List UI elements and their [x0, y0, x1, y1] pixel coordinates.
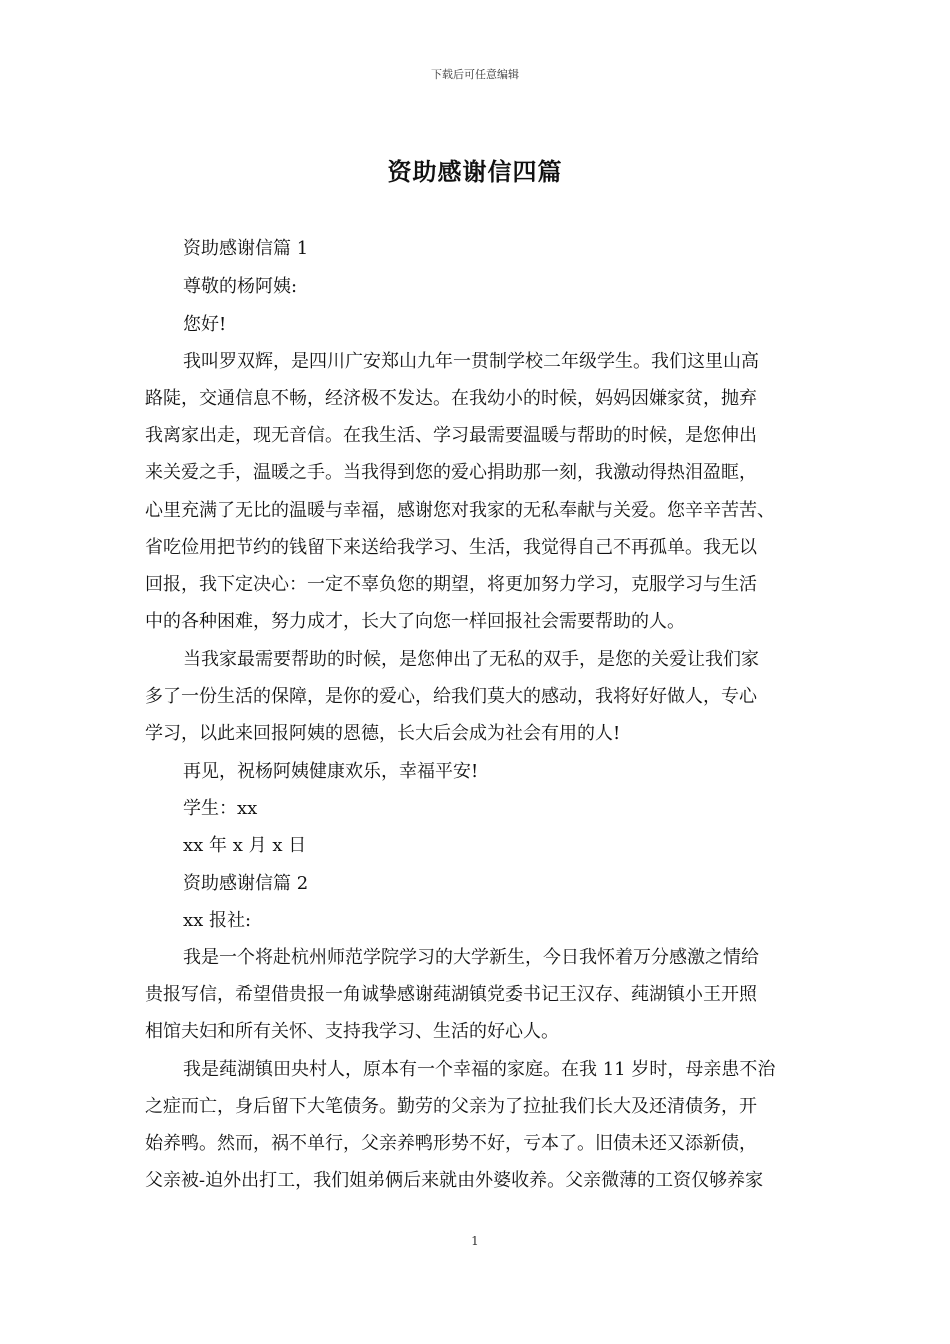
paragraph-line: 心里充满了无比的温暖与幸福，感谢您对我家的无私奉献与关爱。您辛辛苦苦、 [145, 500, 775, 521]
paragraph-line: 回报，我下定决心：一定不辜负您的期望，将更加努力学习，克服学习与生活 [145, 574, 757, 595]
paragraph-line: 尊敬的杨阿姨: [183, 276, 298, 297]
signature-line: 学生：xx [183, 798, 258, 819]
header-note: 下载后可任意编辑 [431, 68, 519, 81]
paragraph-line: 来关爱之手，温暖之手。当我得到您的爱心捐助那一刻，我激动得热泪盈眶， [145, 462, 757, 483]
paragraph-line: 我离家出走，现无音信。在我生活、学习最需要温暖与帮助的时候，是您伸出 [145, 425, 757, 446]
paragraph-line: 省吃俭用把节约的钱留下来送给我学习、生活，我觉得自己不再孤单。我无以 [145, 537, 757, 558]
paragraph-line: 再见，祝杨阿姨健康欢乐，幸福平安! [183, 761, 479, 782]
paragraph-line: 学习，以此来回报阿姨的恩德，长大后会成为社会有用的人! [145, 723, 621, 744]
paragraph-line: 资助感谢信篇 1 [183, 238, 309, 259]
paragraph-line: 贵报写信，希望借贵报一角诚挚感谢莼湖镇党委书记王汉存、莼湖镇小王开照 [145, 984, 757, 1005]
section-heading: 资助感谢信篇 2 [183, 873, 309, 894]
paragraph-line: 父亲被-迫外出打工，我们姐弟俩后来就由外婆收养。父亲微薄的工资仅够养家 [145, 1170, 764, 1191]
paragraph-line: 当我家最需要帮助的时候，是您伸出了无私的双手，是您的关爱让我们家 [183, 649, 759, 670]
paragraph-line: xx 报社: [183, 910, 252, 931]
paragraph-line: 我是莼湖镇田央村人，原本有一个幸福的家庭。在我 11 岁时，母亲患不治 [183, 1059, 776, 1080]
paragraph-line: 我是一个将赴杭州师范学院学习的大学新生，今日我怀着万分感激之情给 [183, 947, 759, 968]
page-number: 1 [471, 1234, 479, 1248]
paragraph-line: 相馆夫妇和所有关怀、支持我学习、生活的好心人。 [145, 1021, 559, 1042]
date-line: xx 年 x 月 x 日 [183, 835, 307, 856]
document-title: 资助感谢信四篇 [387, 157, 563, 186]
paragraph-line: 我叫罗双辉，是四川广安郑山九年一贯制学校二年级学生。我们这里山高 [183, 351, 759, 372]
paragraph-line: 路陡，交通信息不畅，经济极不发达。在我幼小的时候，妈妈因嫌家贫，抛弃 [145, 388, 757, 409]
paragraph-line: 中的各种困难，努力成才，长大了向您一样回报社会需要帮助的人。 [145, 611, 685, 632]
paragraph-line: 多了一份生活的保障，是你的爱心，给我们莫大的感动，我将好好做人，专心 [145, 686, 757, 707]
paragraph-line: 之症而亡，身后留下大笔债务。勤劳的父亲为了拉扯我们长大及还清债务，开 [145, 1096, 757, 1117]
paragraph-line: 始养鸭。然而，祸不单行，父亲养鸭形势不好，亏本了。旧债未还又添新债， [145, 1133, 757, 1154]
paragraph-line: 您好! [183, 314, 227, 335]
